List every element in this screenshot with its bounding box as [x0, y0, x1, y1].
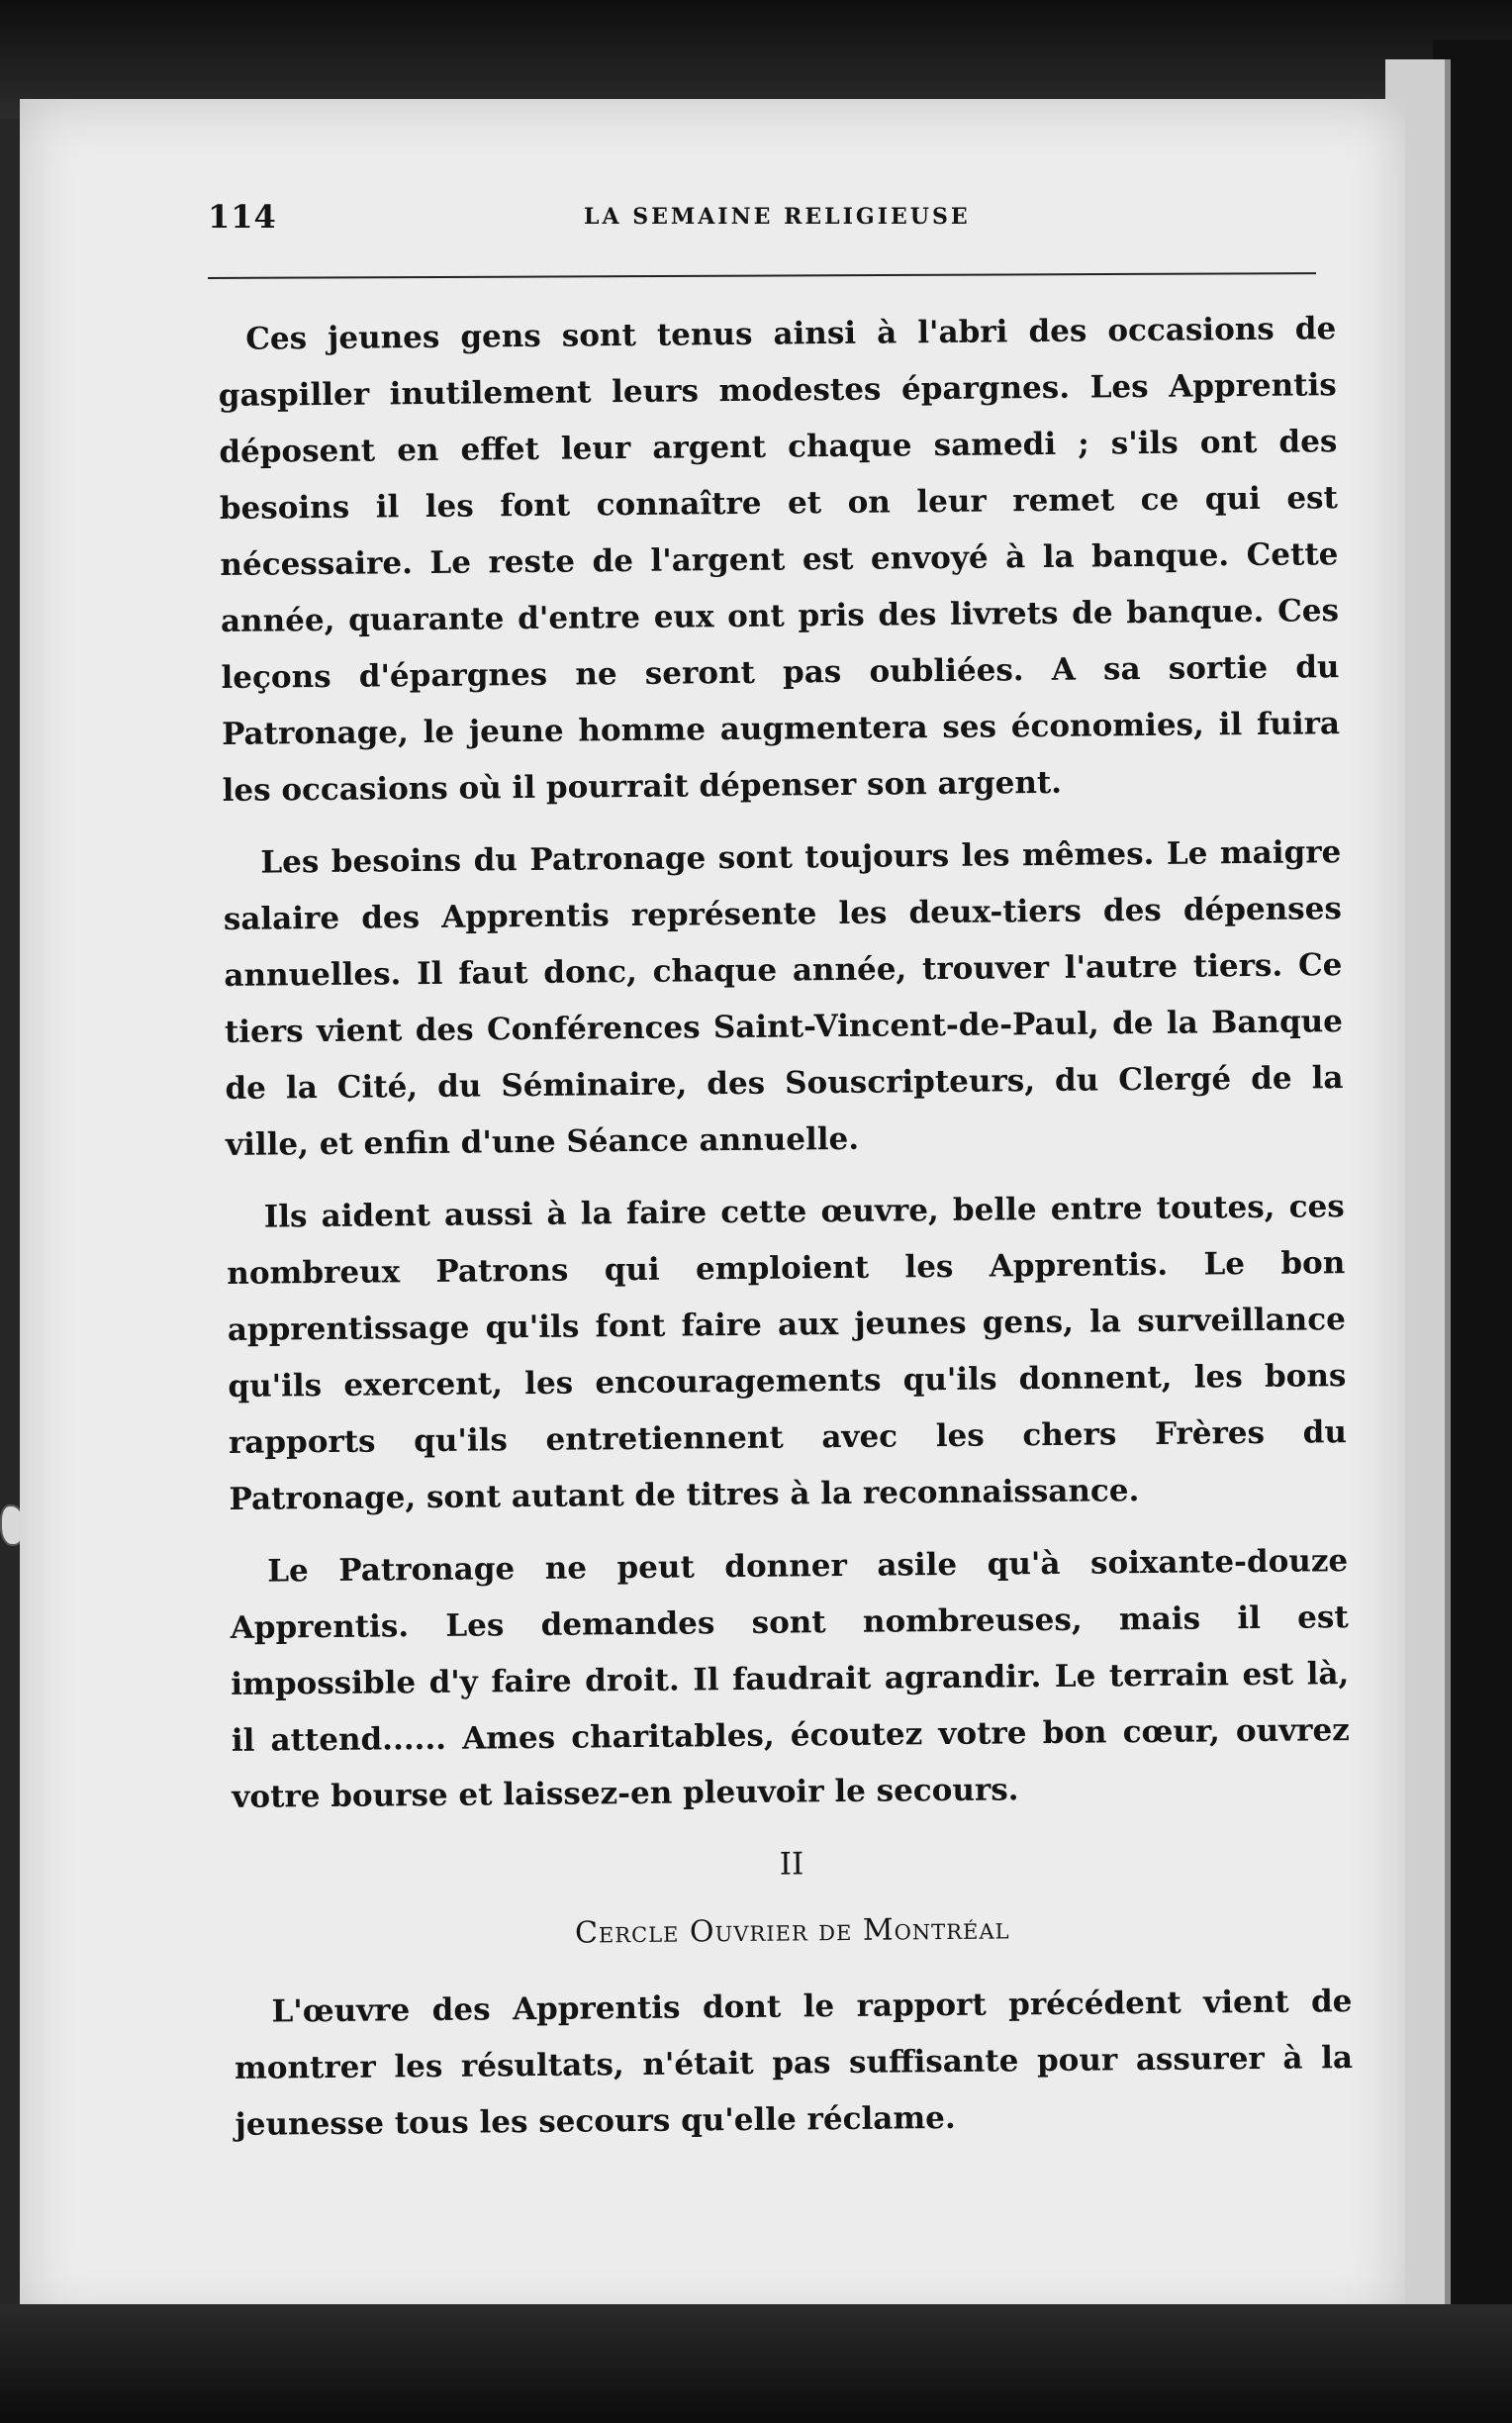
page-body: [218, 301, 1354, 2170]
page-header: [208, 198, 1316, 257]
paragraph-5: L'œuvre des Apprentis dont le rapport précédent vient de montrer les résultats, n'était pas suffisante pour assurer à la jeunesse tous les secours qu'elle réclame.: [234, 1984, 1354, 2143]
paragraph-3: Ils aident aussi à la faire cette œuvre, belle entre toutes, ces nombreux Patrons qui emploient les Apprentis. Le bon apprentissage qu'ils font faire aux jeunes gens, la surveillance qu'ils exercent, les encouragements qu'ils donnent, les bons rapports qu'ils entretiennent avec les chers Frères du Patronage, sont autant de titres à la reconnaissance.: [227, 1189, 1348, 1517]
scan-bottom-border: [0, 2304, 1512, 2423]
header-rule: [208, 272, 1316, 279]
book-page: [20, 99, 1405, 2326]
section-title: Cercle Ouvrier de Montréal: [574, 1911, 1010, 1951]
running-head: LA SEMAINE RELIGIEUSE: [584, 204, 971, 230]
paragraph-2: Les besoins du Patronage sont toujours les mêmes. Le maigre salaire des Apprentis représente les deux-tiers des dépenses annuelles. Il faut donc, chaque année, trouver l'autre tiers. Ce tiers vient des Conférences Saint-Vincent-de-Paul, de la Banque de la Cité, du Séminaire, des Souscripteurs, du Clergé de la ville, et enfin d'une Séance annuelle.: [223, 834, 1344, 1163]
page-number: 114: [208, 198, 277, 236]
paragraph-4: Le Patronage ne peut donner asile qu'à soixante-douze Apprentis. Les demandes sont nombreuses, mais il est impossible d'y faire droit. Il faudrait agrandir. Le terrain est là, il attend...... Ames charitables, écoutez votre bon cœur, ouvrez votre bourse et laissez-en pleuvoir le secours.: [230, 1543, 1350, 1815]
section-number: II: [779, 1846, 804, 1883]
paragraph-1: Ces jeunes gens sont tenus ainsi à l'abri des occasions de gaspiller inutilement leurs modestes épargnes. Les Apprentis déposent en effet leur argent chaque samedi ; s'ils ont des besoins il les font connaître et on leur remet ce qui est nécessaire. Le reste de l'argent est envoyé à la banque. Cette année, quarante d'entre eux ont pris des livrets de banque. Ces leçons d'épargnes ne seront pas oubliées. A sa sortie du Patronage, le jeune homme augmentera ses économies, il fuira les occasions où il pourrait dépenser son argent.: [218, 311, 1341, 809]
